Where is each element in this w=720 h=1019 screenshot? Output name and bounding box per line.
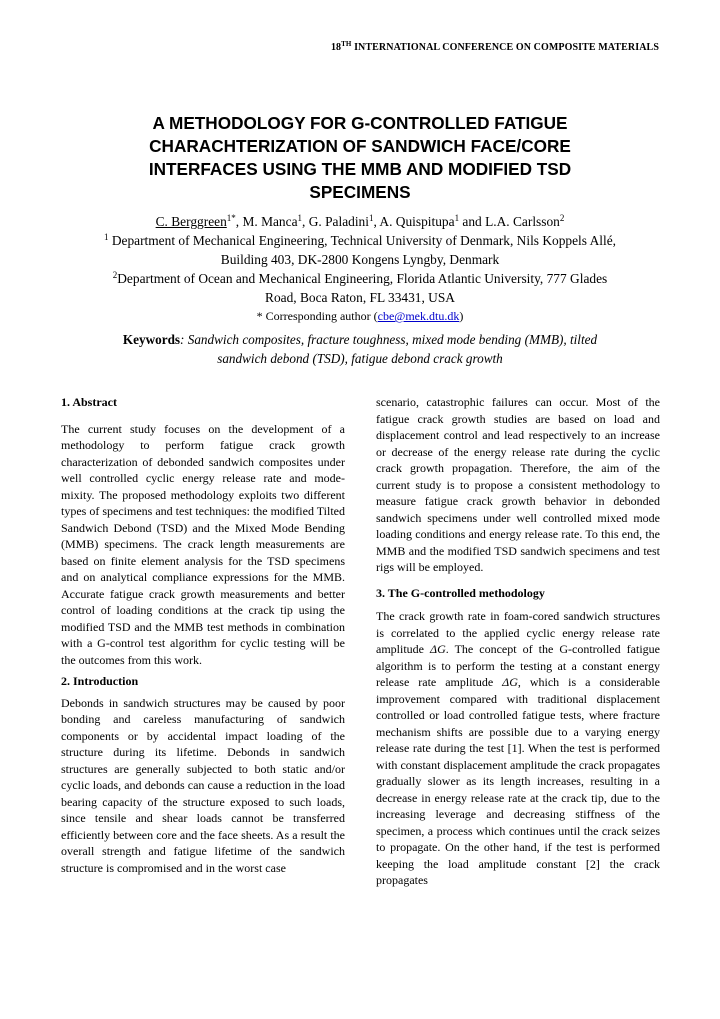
left-column — [61, 394, 345, 876]
email-link[interactable]: cbe@mek.dtu.dk — [377, 309, 460, 323]
title-line: CHARACHTERIZATION OF SANDWICH FACE/CORE — [149, 136, 571, 156]
title-line: INTERFACES USING THE MMB AND MODIFIED TSD — [148, 159, 572, 179]
affiliation-1-address: Building 403, DK-2800 Kongens Lyngby, Denmark — [220, 252, 500, 267]
paper-title — [60, 112, 660, 204]
section-heading: 2. Introduction — [61, 674, 139, 688]
title-line: SPECIMENS — [309, 182, 411, 202]
corresponding-author: * Corresponding author (cbe@mek.dtu.dk) — [256, 309, 464, 323]
author-block — [40, 212, 680, 326]
affiliation-2-address: Road, Boca Raton, FL 33431, USA — [265, 290, 455, 305]
affiliation-2: $^2$Department of Ocean and Mechanical Engineering, Florida Atlantic University, 777 Glades — [112, 270, 608, 286]
keywords-list: : Sandwich composites, fracture toughness, mixed mode bending (MMB), tilted — [180, 332, 598, 347]
section-heading: 1. Abstract — [61, 395, 117, 409]
introduction-continued: scenario, catastrophic failures can occur. Most of the fatigue crack growth studies are based on load and displacement control and lead respectively to an increase or decrease of the energy release rate during the cyclic crack growth propagation. Therefore, the aim of the current study is to propose a consistent methodology to measure fatigue crack growth behavior in debonded sandwich specimens under well controlled mixed mode loading conditions and energy release rate. To this end, the MMB and the modified TSD sandwich specimens and test rigs will be employed. — [376, 395, 660, 574]
section-heading: 3. The G-controlled methodology — [376, 585, 545, 600]
conference-name: 18TH INTERNATIONAL CONFERENCE ON COMPOSITE MATERIALS — [330, 40, 659, 53]
author-presenting: C. Berggreen — [155, 214, 227, 229]
abstract-paragraph: The current study focuses on the development of a methodology to perform fatigue crack growth characterization of debonded sandwich composites under well controlled cyclic energy release rate and mode-mixity. The proposed methodology exploits two different types of specimens and test techniques: the modified Tilted Sandwich Debond (TSD) and the Mixed Mode Bending (MMB) specimens. The crack length measurements are based on finite element analysis for the TSD specimens and on analytical compliance expressions for the MMB. Accurate fatigue crack growth measurements and better control of loading conditions at the crack tip using the modified TSD and the MMB test methods in combination with a G-control test algorithm for cyclic testing will be the outcomes from this work. — [61, 421, 345, 667]
introduction-paragraph: Debonds in sandwich structures may be caused by poor bonding and careless manufacturing of sandwich components or by accidental impact loading of the structure during its lifetime. Debonds in sandwich structures are generally subjected to both static and/or cyclic loads, and debonds can cause a reduction in the load bearing capacity of the structure exposed to such loads, since tensile and shear loads cannot be transferred efficiently between core and the face sheets. As a result the overall strength and fatigue lifetime of the sandwich structure is compromised and in the worst case — [61, 695, 345, 875]
keywords-label: Keywords — [122, 332, 181, 347]
right-column — [376, 394, 660, 889]
methodology-paragraph: The crack growth rate in foam-cored sandwich structures is correlated to the applied cyclic energy release rate amplitude ΔG. The concept of the G-controlled fatigue algorithm is to perform the testing at a constant energy release rate amplitude ΔG, which is a considerable improvement compared with traditional displacement controlled or load controlled fatigue tests, where fracture mechanism shifts are possible due to a varying energy release rate during the test [1]. When the test is performed with constant displacement amplitude the crack propagates gradually slower as its length increases, resulting in a decrease in energy release rate at the crack tip, due to the increasing leverage and decreasing stiffness of the specimen, a process which continues until the crack seizes to propagate. On the other hand, if the test is performed keeping the load amplitude constant [2] the crack propagates — [376, 609, 661, 887]
author-list: C. Berggreen$^{1*}$, M. Manca$^1$, G. Paladini$^1$, A. Quispitupa$^1$ and L.A. Carlsson$^2$ — [155, 213, 565, 229]
title-line: A METHODOLOGY FOR G-CONTROLLED FATIGUE — [152, 113, 568, 133]
keywords-list-cont: sandwich debond (TSD), fatigue debond crack growth — [217, 350, 503, 366]
affiliation-1: $^1$ Department of Mechanical Engineering, Technical University of Denmark, Nils Koppels Allé, — [103, 232, 616, 248]
keywords-block — [60, 331, 660, 368]
